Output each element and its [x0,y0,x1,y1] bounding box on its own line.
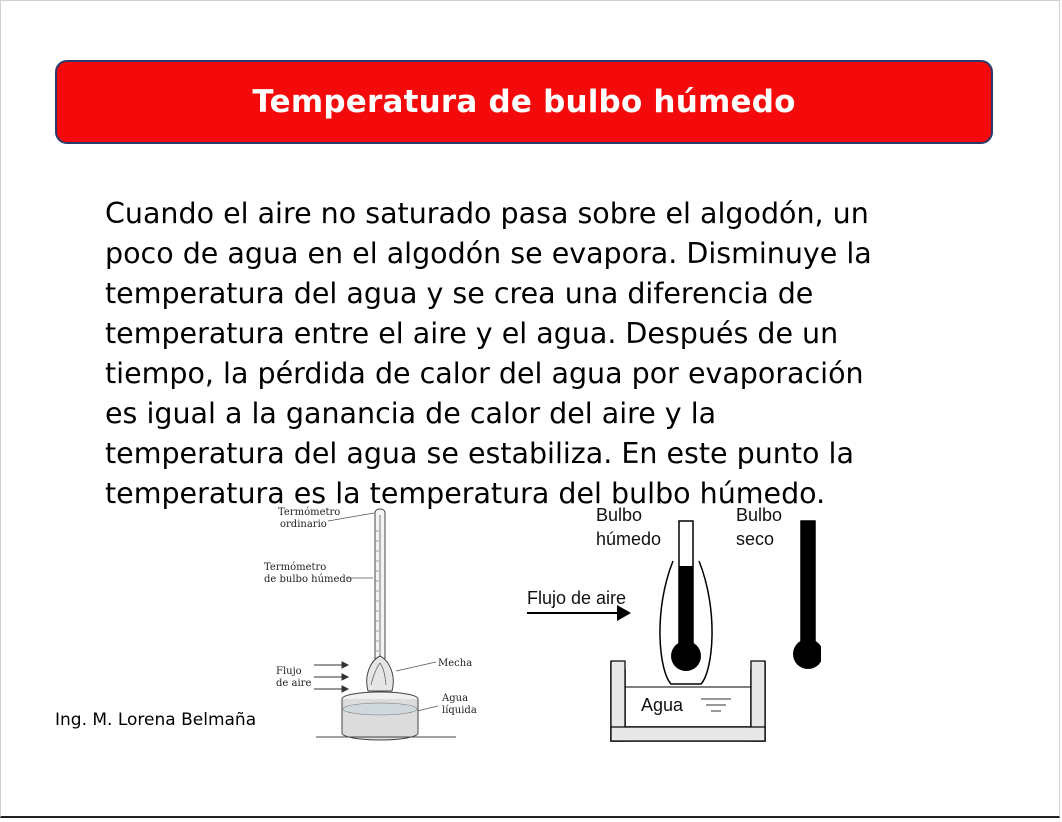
label-wet-bulb-1: Bulbo [596,505,643,525]
body-line: temperatura del agua se estabiliza. En este punto la [105,437,854,470]
water-surface-icon [701,699,731,711]
label-liquid-water-1: Agua [442,693,469,704]
label-airflow-1: Flujo [276,666,302,677]
slide-title: Temperatura de bulbo húmedo [252,84,796,120]
label-dry-bulb-2: seco [736,529,775,549]
body-line: tiempo, la pérdida de calor del agua por evaporación [105,357,864,390]
label-airflow: Flujo de aire [527,588,627,608]
label-wet-thermometer-2: de bulbo húmedo [264,574,352,585]
author-footer: Ing. M. Lorena Belmaña [55,710,257,730]
slide-body-text [105,194,985,514]
body-line: es igual a la ganancia de calor del aire y la [105,397,717,430]
label-ordinary-thermometer-1: Termómetro [278,507,341,518]
airflow-arrows [314,662,348,692]
wet-bulb-thermometer-diagram [256,501,496,751]
body-line: temperatura del agua y se crea una diferencia de [105,277,814,310]
label-wet-thermometer-1: Termómetro [264,562,327,573]
label-wick: Mecha [438,658,473,669]
label-ordinary-thermometer-2: ordinario [280,519,327,530]
body-line: temperatura es la temperatura del bulbo húmedo. [105,477,826,510]
body-line: temperatura entre el aire y el agua. Después de un [105,317,839,350]
label-airflow-2: de aire [276,678,312,689]
label-water: Agua [641,695,684,715]
title-banner [55,60,993,144]
body-line: poco de agua en el algodón se evapora. Disminuye la [105,237,872,270]
label-dry-bulb-1: Bulbo [736,505,783,525]
body-line: Cuando el aire no saturado pasa sobre el algodón, un [105,197,869,230]
wet-dry-bulb-diagram [521,501,821,751]
label-liquid-water-2: líquida [442,705,477,716]
label-wet-bulb-2: húmedo [596,529,662,549]
